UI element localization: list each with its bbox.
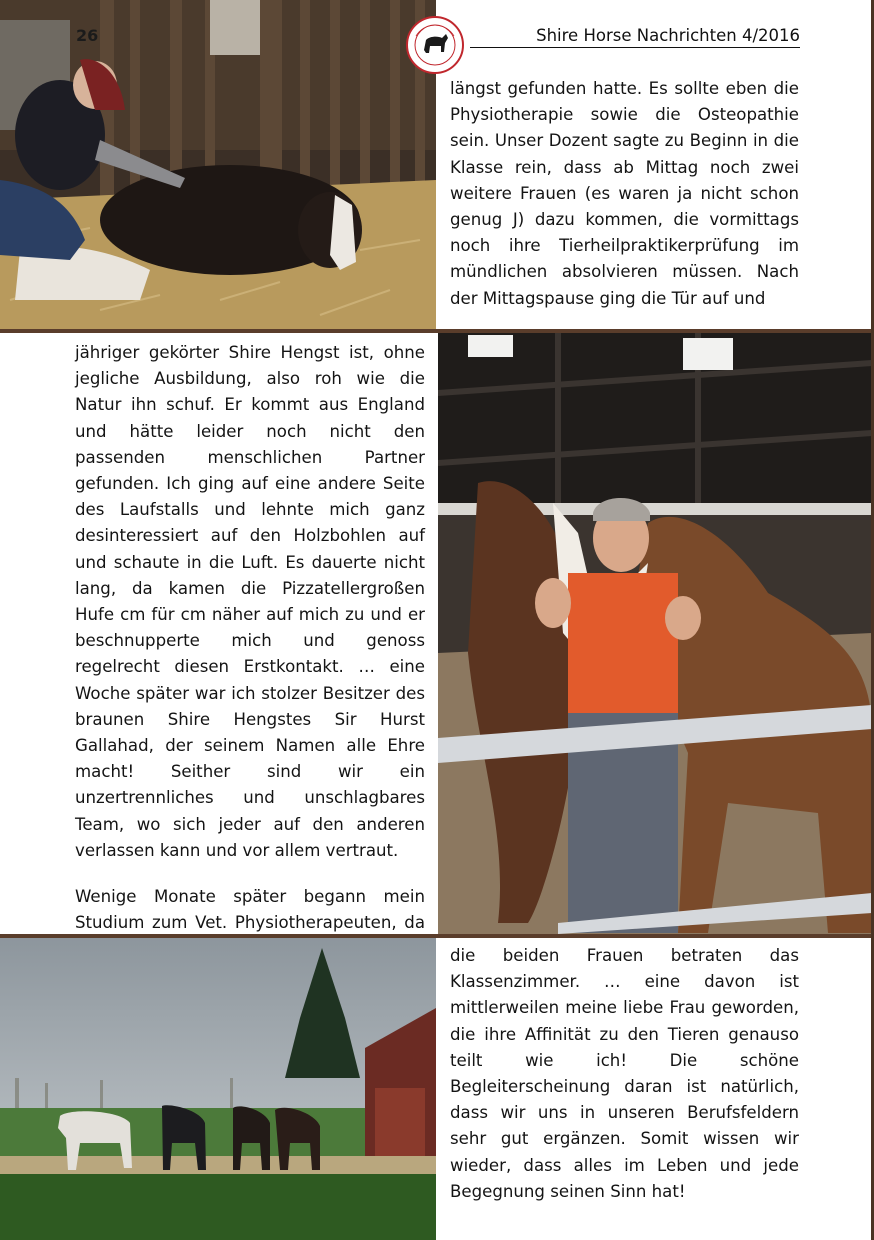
paragraph-text: längst gefunden hatte. Es sollte eben die Physiotherapie sowie die Osteopathie sein. Unser Dozent sagte zu Beginn in die Klasse rein, dass ab Mittag noch zwei weitere Frauen (es waren ja nicht schon genug J) dazu kommen, die vormittags noch ihre Tierheilpraktikerprüfung im mündlichen absolvieren müssen. Nach der Mittagspause ging die Tür auf und — [450, 79, 799, 308]
paragraph-middle-left — [75, 340, 425, 963]
photo-man-with-two-horses — [438, 333, 872, 934]
club-logo — [406, 16, 464, 74]
paragraph-bottom-right — [450, 943, 799, 1205]
paragraph-text: Wenige Monate später begann mein Studium zum Vet. Physiotherapeuten, da — [75, 887, 425, 933]
header-rule — [470, 47, 800, 48]
photo-woman-with-lying-horse — [0, 0, 436, 329]
photo-horses-in-paddock — [0, 938, 436, 1240]
page-number: 26 — [76, 26, 99, 45]
magazine-title: Shire Horse Nachrichten 4/2016 — [536, 26, 800, 45]
paragraph-top-right — [450, 76, 799, 312]
paragraph-text: jähriger gekörter Shire Hengst ist, ohne jegliche Ausbildung, also roh wie die Natur ihn schuf. Er kommt aus England und hätte leider noch nicht den passenden menschlichen Partner gefunden. Ich ging auf eine andere Seite des Laufstalls und lehnte mich ganz desinteressiert auf den Holzbohlen auf und schaute in die Luft. Es dauerte nicht lang, da kamen die Pizzatellergroßen Hufe cm für cm näher auf mich zu und er beschnupperte mich und genoss regelrecht diesen Erstkontakt. … eine Woche später war ich stolzer Besitzer des braunen Shire Hengstes Sir Hurst Gallahad, der seinem Namen alle Ehre macht! Seither sind wir ein unzertrennliches und unschlagbares Team, wo sich jeder auf den anderen verlassen kann und vor allem vertraut. — [75, 343, 425, 860]
paragraph-text: die beiden Frauen betraten das Klassenzimmer. … eine davon ist mittlerweilen meine liebe Frau geworden, die ihre Affinität zu den Tieren genauso teilt wie ich! Die schöne Begleiterscheinung daran ist natürlich, dass wir uns in unseren Berufsfeldern sehr gut ergänzen. Somit wissen wir wieder, dass alles im Leben und jede Begegnung seinen Sinn hat! — [450, 946, 799, 1201]
